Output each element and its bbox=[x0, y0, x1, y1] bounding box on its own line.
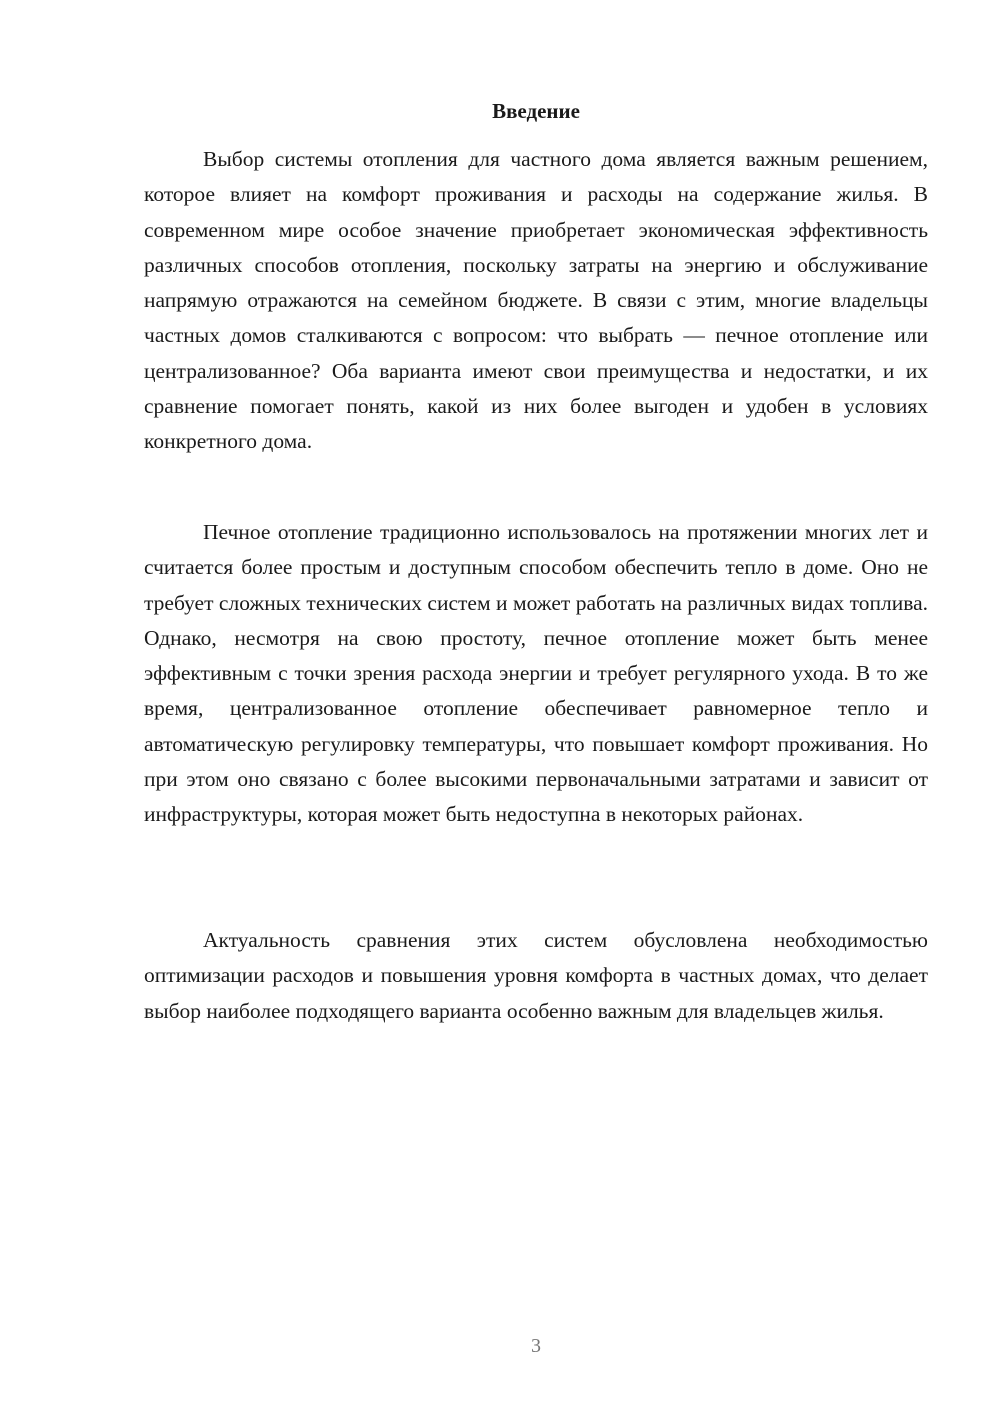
paragraph: Печное отопление традиционно использовалось на протяжении многих лет и считается более простым и доступным способом обеспечить тепло в доме. Оно не требует сложных технических систем и может работать на различных видах топлива. Однако, несмотря на свою простоту, печное отопление может быть менее эффективным с точки зрения расхода энергии и требует регулярного ухода. В то же время, централизованное отопление обеспечивает равномерное тепло и автоматическую регулировку температуры, что повышает комфорт проживания. Но при этом оно связано с более высокими первоначальными затратами и зависит от инфраструктуры, которая может быть недоступна в некоторых районах. bbox=[144, 520, 928, 827]
page-number: 3 bbox=[531, 1335, 541, 1357]
paragraph-block-3 bbox=[144, 923, 928, 1029]
paragraph: Актуальность сравнения этих систем обусловлена необходимостью оптимизации расходов и повышения уровня комфорта в частных домах, что делает выбор наиболее подходящего варианта особенно важным для владельцев жилья. bbox=[144, 928, 928, 1023]
paragraph: Выбор системы отопления для частного дома является важным решением, которое влияет на комфорт проживания и расходы на содержание жилья. В современном мире особое значение приобретает экономическая эффективность различных способов отопления, поскольку затраты на энергию и обслуживание напрямую отражаются на семейном бюджете. В связи с этим, многие владельцы частных домов сталкиваются с вопросом: что выбрать — печное отопление или централизованное? Оба варианта имеют свои преимущества и недостатки, и их сравнение помогает понять, какой из них более выгоден и удобен в условиях конкретного дома. bbox=[144, 147, 928, 454]
paragraph-block-2 bbox=[144, 515, 928, 833]
section-heading: Введение bbox=[492, 99, 580, 123]
paragraph-block-1 bbox=[144, 142, 928, 460]
